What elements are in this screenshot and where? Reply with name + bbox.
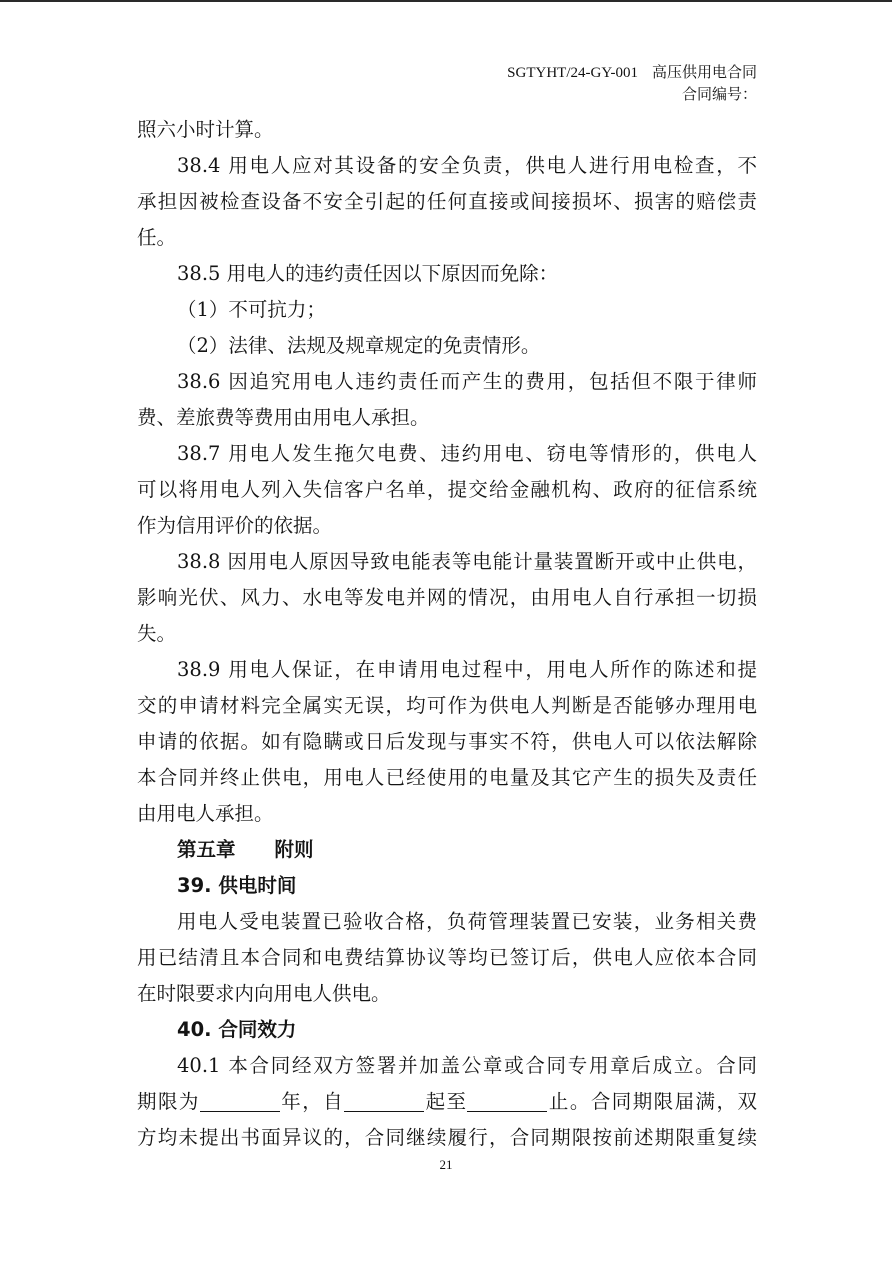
paragraph-38-5: [137, 256, 757, 292]
paragraph-40-1: [137, 1048, 757, 1156]
paragraph: [137, 112, 757, 148]
list-item: [137, 292, 757, 328]
text-line: 费、差旅费等费用由用电人承担。: [137, 406, 430, 429]
paragraph-38-7: [137, 436, 757, 544]
text-line: 38.7 用电人发生拖欠电费、违约用电、窃电等情形的，供电人: [177, 442, 757, 465]
text-line: （2）法律、法规及规章规定的免责情形。: [177, 334, 541, 357]
paragraph-38-8: [137, 544, 757, 652]
document-header: [507, 62, 757, 106]
text-line: 用电人受电装置已验收合格，负荷管理装置已安装，业务相关费: [177, 910, 757, 933]
start-date-blank: [344, 1089, 424, 1112]
term-text: 年，自: [279, 1090, 345, 1113]
text-line: 交的申请材料完全属实无误，均可作为供电人判断是否能够办理用电: [137, 694, 757, 717]
text-line: 可以将用电人列入失信客户名单，提交给金融机构、政府的征信系统: [137, 478, 757, 501]
text-line: 方均未提出书面异议的，合同继续履行，合同期限按前述期限重复续: [137, 1126, 757, 1149]
header-title-row: [507, 62, 757, 84]
section-39-heading: 39. 供电时间: [177, 874, 297, 897]
text-line: 38.9 用电人保证，在申请用电过程中，用电人所作的陈述和提: [177, 658, 757, 681]
text-line: 失。: [137, 622, 177, 645]
top-border-line: [0, 0, 892, 2]
list-item: [137, 328, 757, 364]
body-text: [137, 112, 757, 1156]
doc-title: 高压供用电合同: [651, 65, 757, 81]
text-line: 在时限要求内向用电人供电。: [137, 982, 391, 1005]
paragraph-38-4: [137, 148, 757, 256]
term-text: 起至: [424, 1090, 468, 1113]
paragraph-38-9: [137, 652, 757, 832]
page-number: 21: [439, 1157, 453, 1172]
text-line: 38.8 因用电人原因导致电能表等电能计量装置断开或中止供电，: [177, 550, 757, 573]
term-line: [137, 1084, 757, 1120]
text-line: 40.1 本合同经双方签署并加盖公章或合同专用章后成立。合同: [177, 1054, 757, 1077]
term-text: 止。合同期限届满，双: [547, 1090, 757, 1113]
text-line: 承担因被检查设备不安全引起的任何直接或间接损坏、损害的赔偿责: [137, 190, 757, 213]
text-line: （1）不可抗力；: [177, 298, 326, 321]
text-line: 用已结清且本合同和电费结算协议等均已签订后，供电人应依本合同: [137, 946, 757, 969]
text-line: 影响光伏、风力、水电等发电并网的情况，由用电人自行承担一切损: [137, 586, 757, 609]
text-line: 本合同并终止供电，用电人已经使用的电量及其它产生的损失及责任: [137, 766, 757, 789]
text-line: 申请的依据。如有隐瞒或日后发现与事实不符，供电人可以依法解除: [137, 730, 757, 753]
text-line: 作为信用评价的依据。: [137, 514, 333, 537]
doc-code: SGTYHT/24-GY-001: [507, 65, 638, 81]
text-line: 38.4 用电人应对其设备的安全负责，供电人进行用电检查，不: [177, 154, 757, 177]
term-text: 期限为: [137, 1090, 200, 1113]
text-line: 38.6 因追究用电人违约责任而产生的费用，包括但不限于律师: [177, 370, 757, 393]
paragraph-39: [137, 904, 757, 1012]
contract-number-label: 合同编号：: [681, 87, 757, 103]
chapter-heading: 第五章 附则: [177, 838, 314, 861]
end-date-blank: [467, 1089, 547, 1112]
text-line: 照六小时计算。: [137, 118, 274, 141]
text-line: 任。: [137, 226, 177, 249]
text-line: 由用电人承担。: [137, 802, 274, 825]
section-40-heading: 40. 合同效力: [177, 1018, 297, 1041]
paragraph-38-6: [137, 364, 757, 436]
text-line: 38.5 用电人的违约责任因以下原因而免除：: [177, 262, 559, 285]
years-blank: [200, 1089, 280, 1112]
